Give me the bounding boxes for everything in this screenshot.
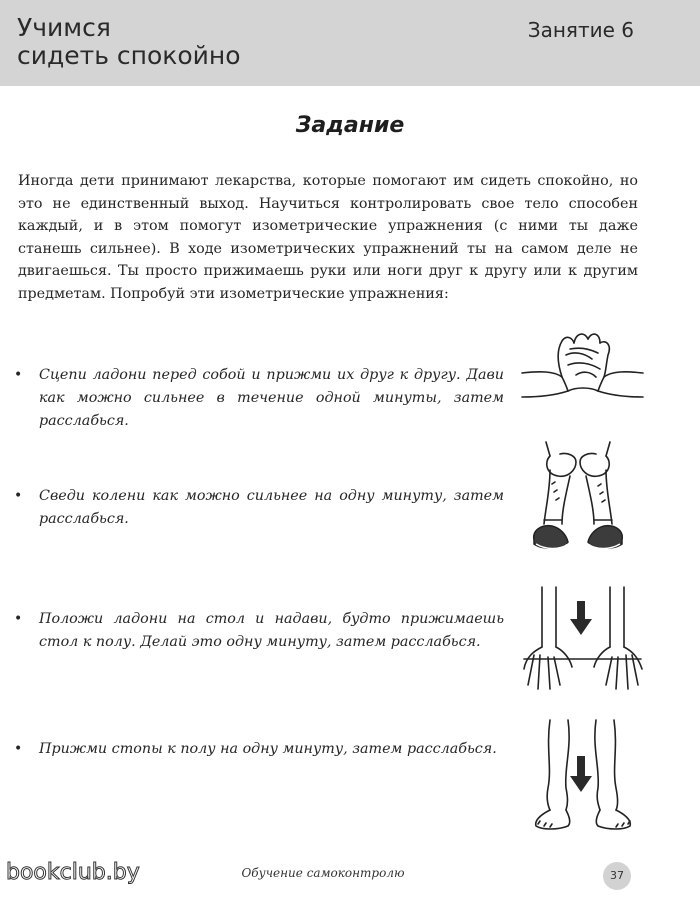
bullet: • — [14, 611, 23, 627]
knees-together-icon — [528, 440, 628, 558]
exercise-text-4: Прижми стопы к полу на одну минуту, затем расслабься. — [39, 741, 497, 757]
exercise-text-3: Положи ладони на стол и надави, будто прижимаешь стол к полу. Делай это одну минуту, затем расслабься. — [39, 611, 504, 650]
feet-press-floor-icon — [528, 718, 638, 838]
session-label: Занятие 6 — [527, 18, 634, 42]
exercise-text-1: Сцепи ладони перед собой и прижми их друг к другу. Дави как можно сильнее в течение одной минуты, затем расслабься. — [39, 367, 504, 429]
chapter-title-line1: Учимся — [17, 13, 111, 42]
exercise-item-1 — [14, 364, 504, 433]
exercise-item-3 — [14, 608, 504, 654]
footer-text: Обучение самоконтролю — [241, 866, 405, 880]
bullet: • — [14, 741, 23, 757]
exercise-item-2 — [14, 485, 504, 531]
watermark: bookclub.by — [6, 860, 140, 885]
clasped-hands-icon — [520, 325, 645, 410]
bullet: • — [14, 488, 23, 504]
page-header — [0, 0, 700, 86]
hands-press-table-icon — [520, 585, 645, 695]
page-number: 37 — [603, 862, 631, 890]
chapter-title — [17, 14, 241, 70]
chapter-title-line2: сидеть спокойно — [17, 41, 241, 70]
intro-paragraph: Иногда дети принимают лекарства, которые помогают им сидеть спокойно, но это не единственный выход. Научиться контролировать свое тело способен каждый, и в этом помогут изометрические упражнения (с ними ты даже станешь сильнее). В ходе изометрических упражнений ты на самом деле не двигаешься. Ты просто прижимаешь руки или ноги друг к другу или к другим предметам. Попробуй эти изометрические упражнения: — [18, 173, 638, 302]
exercise-item-4 — [14, 738, 504, 761]
bullet: • — [14, 367, 23, 383]
exercise-text-2: Сведи колени как можно сильнее на одну минуту, затем расслабься. — [39, 488, 504, 527]
task-title: Задание — [295, 113, 405, 138]
